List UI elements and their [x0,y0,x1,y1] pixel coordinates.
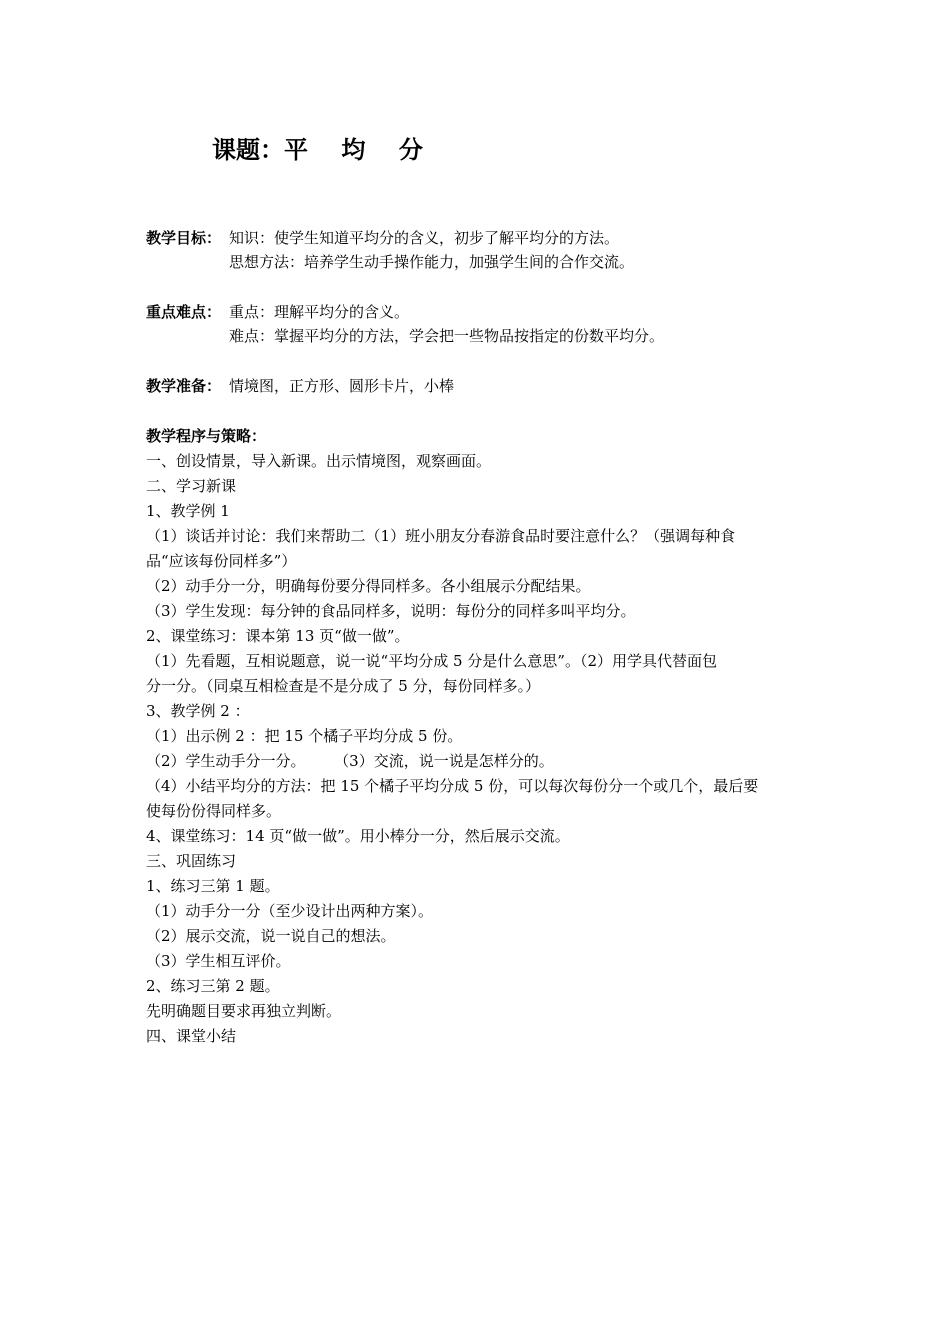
procedure-line: 三、巩固练习 [146,852,237,870]
procedure-line: 一、创设情景，导入新课。出示情境图，观察画面。 [146,452,492,470]
procedure-line: （2）展示交流，说一说自己的想法。 [146,927,396,945]
procedure-body [146,449,810,1049]
procedure-line: 4、课堂练习：14 页“做一做”。用小棒分一分，然后展示交流。 [146,827,570,845]
preparation-label: 教学准备： [146,377,222,395]
objectives-label: 教学目标： [146,229,222,247]
procedure-line: 1、练习三第 1 题。 [146,877,280,895]
procedure-heading: 教学程序与策略： [146,427,267,445]
procedure-line: （1）先看题，互相说题意，说一说“平均分成 5 分是什么意思”。（2）用学具代替面包 [146,652,718,670]
procedure-line: 1、教学例 1 [146,502,230,520]
procedure-line: （1）出示例 2 ：把 15 个橘子平均分成 5 份。 [146,727,463,745]
procedure-line: 2、课堂练习：课本第 13 页“做一做”。 [146,627,410,645]
key-points-line-2: 难点：掌握平均分的方法，学会把一些物品按指定的份数平均分。 [229,327,665,345]
procedure-line: （3）学生相互评价。 [146,952,291,970]
procedure-line: （2）学生动手分一分。 （3）交流，说一说是怎样分的。 [146,752,554,770]
document-title: 课题：平 均 分 [212,135,423,164]
key-points-line-1: 重点：理解平均分的含义。 [229,303,410,321]
procedure-line: （1）谈话并讨论：我们来帮助二（1）班小朋友分春游食品时要注意什么？（强调每种食 [146,527,736,545]
procedure-line: 使每份份得同样多。 [146,802,282,820]
procedure-line: 二、学习新课 [146,477,237,495]
procedure-line: 四、课堂小结 [146,1027,237,1045]
procedure-line: 3、教学例 2 ： [146,702,250,720]
procedure-line: （1）动手分一分（至少设计出两种方案）。 [146,902,434,920]
procedure-line: 先明确题目要求再独立判断。 [146,1002,342,1020]
procedure-line: 品“应该每份同样多”） [146,552,297,570]
key-points-label: 重点难点： [146,303,222,321]
procedure-line: 2、练习三第 2 题。 [146,977,280,995]
objectives-line-1: 知识：使学生知道平均分的含义，初步了解平均分的方法。 [229,229,620,247]
procedure-line: （2）动手分一分，明确每份要分得同样多。各小组展示分配结果。 [146,577,591,595]
procedure-line: （4）小结平均分的方法：把 15 个橘子平均分成 5 份，可以每次每份分一个或几个，最后要 [146,777,759,795]
procedure-line: （3）学生发现：每分钟的食品同样多，说明：每份分的同样多叫平均分。 [146,602,636,620]
preparation-text: 情境图，正方形、圆形卡片，小棒 [229,377,455,395]
procedure-line: 分一分。（同桌互相检查是不是分成了 5 分，每份同样多。） [146,677,541,695]
objectives-line-2: 思想方法：培养学生动手操作能力，加强学生间的合作交流。 [229,253,635,271]
